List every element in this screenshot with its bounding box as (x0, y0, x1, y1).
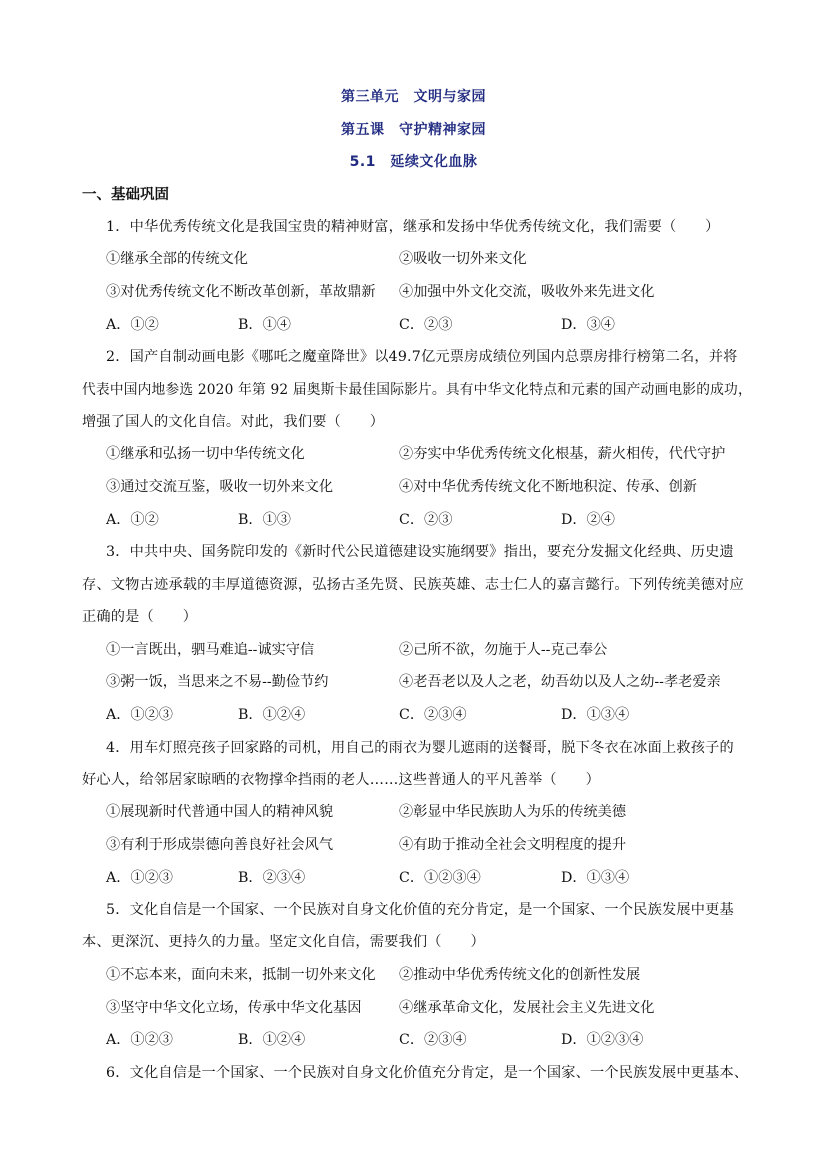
statement-item: ①展现新时代普通中国人的精神风貌 (106, 804, 334, 820)
question-stem-line: 好心人，给邻居家晾晒的衣物撑伞挡雨的老人……这些普通人的平凡善举（ ） (82, 772, 600, 788)
statement-item: ②推动中华优秀传统文化的创新性发展 (399, 967, 641, 983)
question-stem-line: 代表中国内地参选 2020 年第 92 届奥斯卡最佳国际影片。具有中华文化特点和元素的国产动画电影的成功， (82, 382, 752, 398)
statement-item: ②己所不欲，勿施于人--克己奉公 (399, 642, 608, 658)
answer-choice-b[interactable]: B．②③④ (238, 870, 306, 886)
answer-choice-c[interactable]: C．②③ (399, 317, 453, 333)
answer-choice-a[interactable]: A．①② (106, 512, 159, 528)
statement-item: ③有利于形成崇德向善良好社会风气 (106, 837, 334, 853)
answer-choice-a[interactable]: A．①②③ (106, 707, 173, 723)
statement-item: ①一言既出，驷马难追--诚实守信 (106, 642, 315, 658)
statement-item: ①不忘本来，面向未来，抵制一切外来文化 (106, 967, 376, 983)
statement-item: ④继承革命文化，发展社会主义先进文化 (399, 1000, 655, 1016)
question-stem-line: 3．中共中央、国务院印发的《新时代公民道德建设实施纲要》指出，要充分发掘文化经典、历史遗 (106, 544, 734, 560)
answer-choice-b[interactable]: B．①②④ (238, 707, 306, 723)
question-stem-line: 6．文化自信是一个国家、一个民族对自身文化价值充分肯定，是一个国家、一个民族发展中更基本、 (106, 1065, 749, 1081)
answer-choice-d[interactable]: D．①③④ (561, 707, 630, 723)
answer-choice-d[interactable]: D．①②③④ (561, 1032, 644, 1048)
answer-choice-b[interactable]: B．①④ (238, 317, 291, 333)
answer-choice-c[interactable]: C．①②③④ (399, 870, 481, 886)
question-stem-line: 1．中华优秀传统文化是我国宝贵的精神财富，继承和发扬中华优秀传统文化，我们需要（ ） (106, 219, 720, 235)
statement-item: ②夯实中华优秀传统文化根基，薪火相传，代代守护 (399, 446, 726, 462)
answer-choice-a[interactable]: A．①② (106, 317, 159, 333)
statement-item: ①继承和弘扬一切中华传统文化 (106, 446, 305, 462)
section-title: 5.1 延续文化血脉 (349, 154, 478, 170)
question-stem-line: 存、文物古迹承载的丰厚道德资源，弘扬古圣先贤、民族英雄、志士仁人的嘉言懿行。下列传统美德对应 (82, 577, 744, 593)
lesson-title: 第五课 守护精神家园 (341, 122, 486, 138)
statement-item: ①继承全部的传统文化 (106, 251, 248, 267)
answer-choice-c[interactable]: C．②③④ (399, 707, 467, 723)
question-stem-line: 2．国产自制动画电影《哪吒之魔童降世》以49.7亿元票房成绩位列国内总票房排行榜第二名，并将 (106, 349, 738, 365)
unit-title: 第三单元 文明与家园 (341, 89, 486, 105)
statement-item: ③通过交流互鉴，吸收一切外来文化 (106, 479, 334, 495)
question-stem-line: 5．文化自信是一个国家、一个民族对自身文化价值的充分肯定，是一个国家、一个民族发展中更基 (106, 902, 734, 918)
answer-choice-a[interactable]: A．①②③ (106, 1032, 173, 1048)
answer-choice-b[interactable]: B．①②④ (238, 1032, 306, 1048)
question-stem-line: 增强了国人的文化自信。对此，我们要（ ） (82, 414, 385, 430)
question-stem-line: 正确的是（ ） (82, 609, 198, 625)
statement-item: ④对中华优秀传统文化不断地积淀、传承、创新 (399, 479, 697, 495)
statement-item: ②吸收一切外来文化 (399, 251, 527, 267)
statement-item: ③粥一饭，当思来之不易--勤俭节约 (106, 674, 329, 690)
answer-choice-a[interactable]: A．①②③ (106, 870, 173, 886)
statement-item: ④有助于推动全社会文明程度的提升 (399, 837, 627, 853)
question-stem-line: 4．用车灯照亮孩子回家路的司机，用自己的雨衣为婴儿遮雨的送餐哥，脱下冬衣在冰面上救孩子的 (106, 740, 734, 756)
statement-item: ③对优秀传统文化不断改革创新，革故鼎新 (106, 284, 376, 300)
answer-choice-d[interactable]: D．①③④ (561, 870, 630, 886)
statement-item: ④老吾老以及人之老，幼吾幼以及人之幼--孝老爱亲 (399, 674, 721, 690)
statement-item: ③坚守中华文化立场，传承中华文化基因 (106, 1000, 362, 1016)
part-heading: 一、基础巩固 (82, 187, 169, 203)
statement-item: ②彰显中华民族助人为乐的传统美德 (399, 804, 627, 820)
question-stem-line: 本、更深沉、更持久的力量。坚定文化自信，需要我们（ ） (82, 934, 485, 950)
answer-choice-c[interactable]: C．②③④ (399, 1032, 467, 1048)
statement-item: ④加强中外文化交流，吸收外来先进文化 (399, 284, 655, 300)
answer-choice-d[interactable]: D．②④ (561, 512, 615, 528)
answer-choice-d[interactable]: D．③④ (561, 317, 615, 333)
answer-choice-b[interactable]: B．①③ (238, 512, 291, 528)
answer-choice-c[interactable]: C．②③ (399, 512, 453, 528)
